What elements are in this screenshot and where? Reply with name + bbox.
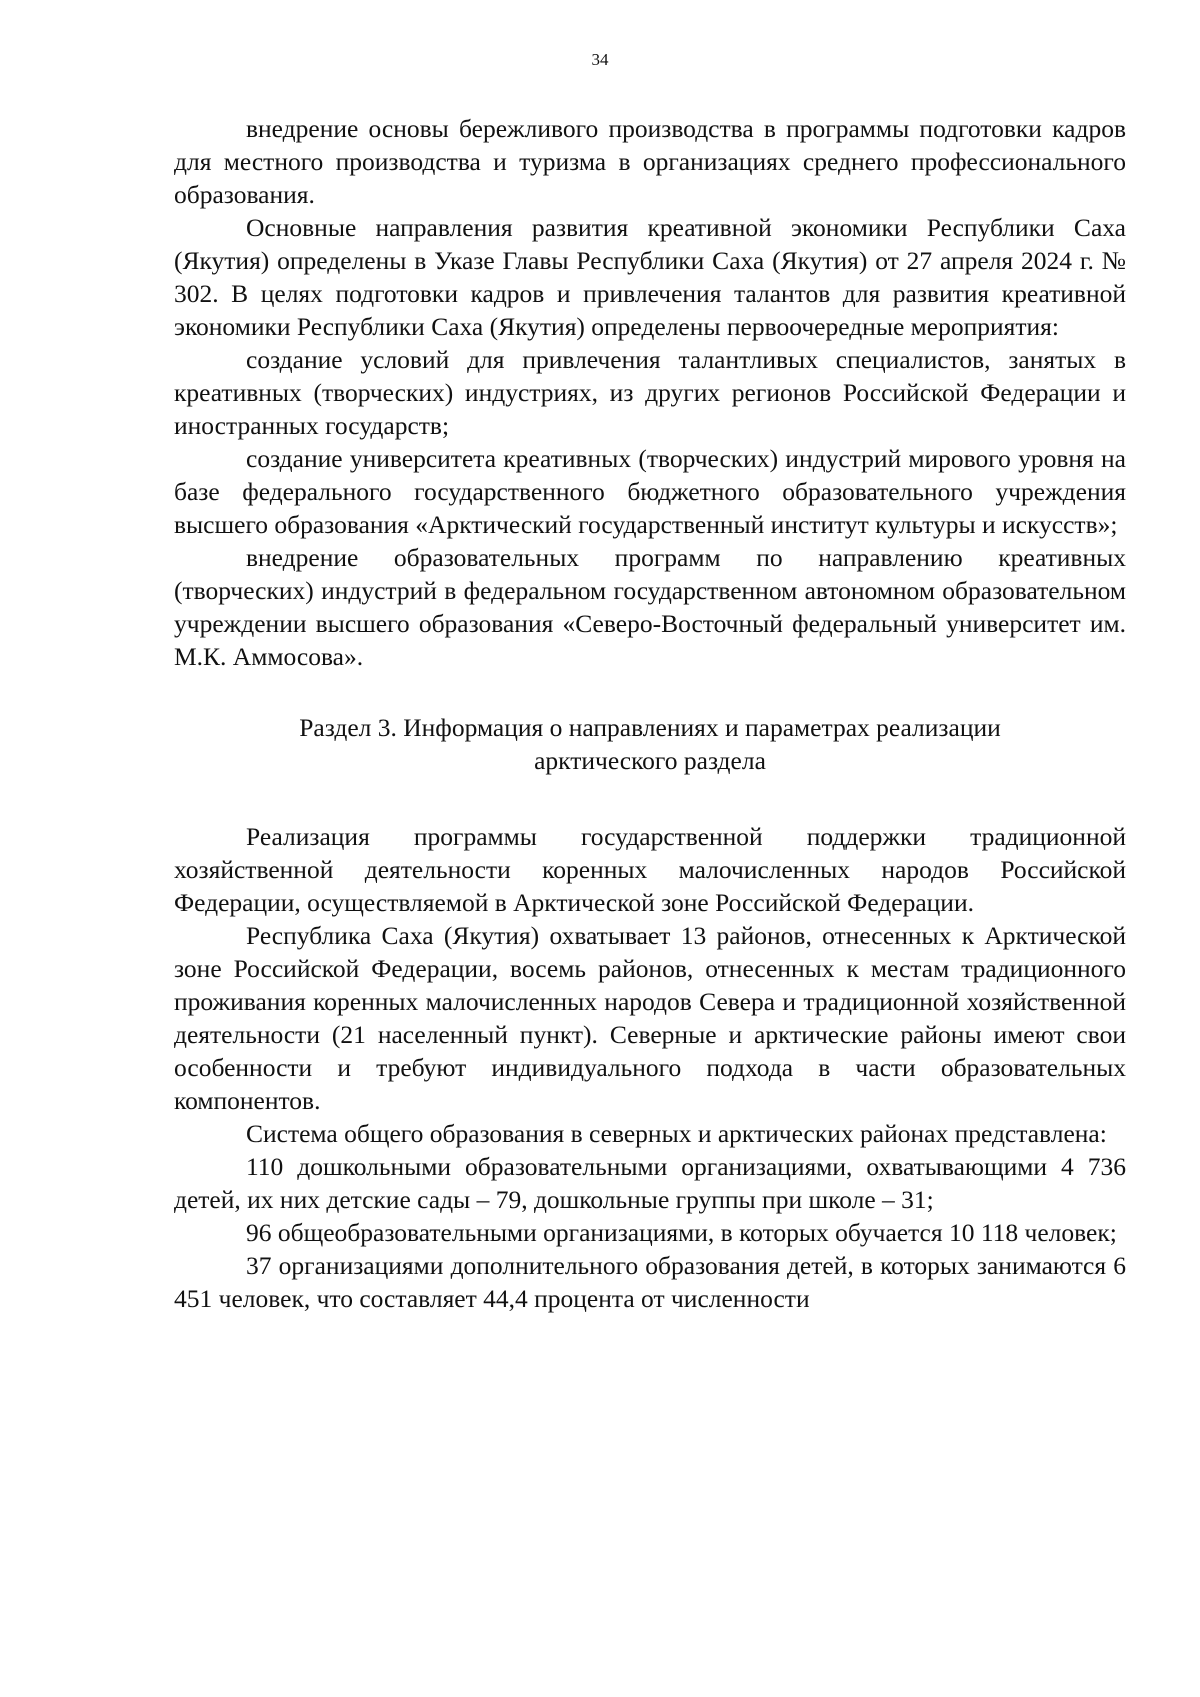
paragraph-arctic-districts: Республика Саха (Якутия) охватывает 13 районов, отнесенных к Арктической зоне Российской Федерации, восемь районов, отнесенных к местам традиционного проживания коренных малочисленных народов Севера и традиционной хозяйственной деятельности (21 населенный пункт). Северные и арктические районы имеют свои особенности и требуют индивидуального подхода в части образовательных компонентов. xyxy=(174,921,1126,1115)
paragraph-additional-education: 37 организациями дополнительного образования детей, в которых занимаются 6 451 человек, что составляет 44,4 процента от численности xyxy=(174,1251,1126,1313)
paragraph-general-education-system: Система общего образования в северных и арктических районах представлена: xyxy=(246,1119,1107,1148)
section-body xyxy=(174,820,1126,1315)
paragraph-talent-conditions: создание условий для привлечения талантливых специалистов, занятых в креативных (творческих) индустриях, из других регионов Российской Федерации и иностранных государств; xyxy=(174,345,1126,440)
paragraph-creative-economy-decree: Основные направления развития креативной экономики Республики Саха (Якутия) определены в Указе Главы Республики Саха (Якутия) от 27 апреля 2024 г. № 302. В целях подготовки кадров и привлечения талантов для развития креативной экономики Республики Саха (Якутия) определены первоочередные мероприятия: xyxy=(174,213,1126,341)
paragraph-state-support-program: Реализация программы государственной поддержки традиционной хозяйственной деятельности коренных малочисленных народов Российской Федерации, осуществляемой в Арктической зоне Российской Федерации. xyxy=(174,822,1126,917)
paragraph-education-programs: внедрение образовательных программ по направлению креативных (творческих) индустрий в федеральном государственном автономном образовательном учреждении высшего образования «Северо-Восточный федеральный университет им. М.К. Аммосова». xyxy=(174,543,1126,671)
document-content xyxy=(174,112,1126,1315)
paragraph-general-education-organizations: 96 общеобразовательными организациями, в которых обучается 10 118 человек; xyxy=(246,1218,1117,1247)
page-number: 34 xyxy=(591,50,609,69)
section-heading xyxy=(174,711,1126,777)
section-heading-line-1: Раздел 3. Информация о направлениях и параметрах реализации xyxy=(299,713,1001,742)
paragraph-creative-university: создание университета креативных (творческих) индустрий мирового уровня на базе федерального государственного бюджетного образовательного учреждения высшего образования «Арктический государственный институт культуры и искусств»; xyxy=(174,444,1126,539)
paragraph-lean-production: внедрение основы бережливого производства в программы подготовки кадров для местного производства и туризма в организациях среднего профессионального образования. xyxy=(174,114,1126,209)
section-heading-line-2: арктического раздела xyxy=(534,746,766,775)
paragraph-preschool-organizations: 110 дошкольными образовательными организациями, охватывающими 4 736 детей, их них детские сады – 79, дошкольные группы при школе – 31; xyxy=(174,1152,1126,1214)
